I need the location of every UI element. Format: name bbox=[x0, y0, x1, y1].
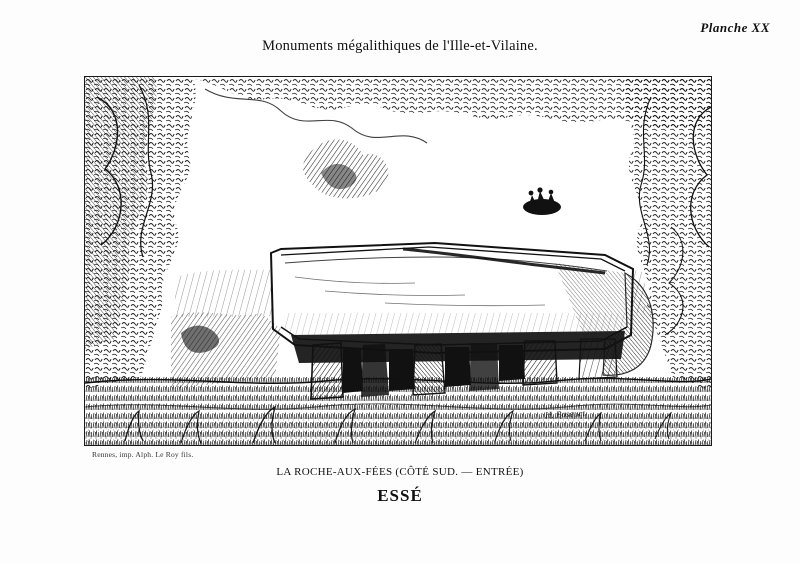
printer-credit: Rennes, imp. Alph. Le Roy fils. bbox=[92, 450, 194, 459]
plate-frame bbox=[84, 76, 712, 446]
plate-place-name: ESSÉ bbox=[377, 486, 423, 505]
series-title: Monuments mégalithiques de l'Ille-et-Vilaine. bbox=[262, 38, 538, 54]
artist-signature: H. Bosquet bbox=[544, 407, 586, 421]
plate-number-label: Planche XX bbox=[700, 20, 770, 35]
engraving-illustration bbox=[85, 77, 711, 445]
plate-caption: LA ROCHE-AUX-FÉES (CÔTÉ SUD. — ENTRÉE) bbox=[276, 466, 524, 478]
